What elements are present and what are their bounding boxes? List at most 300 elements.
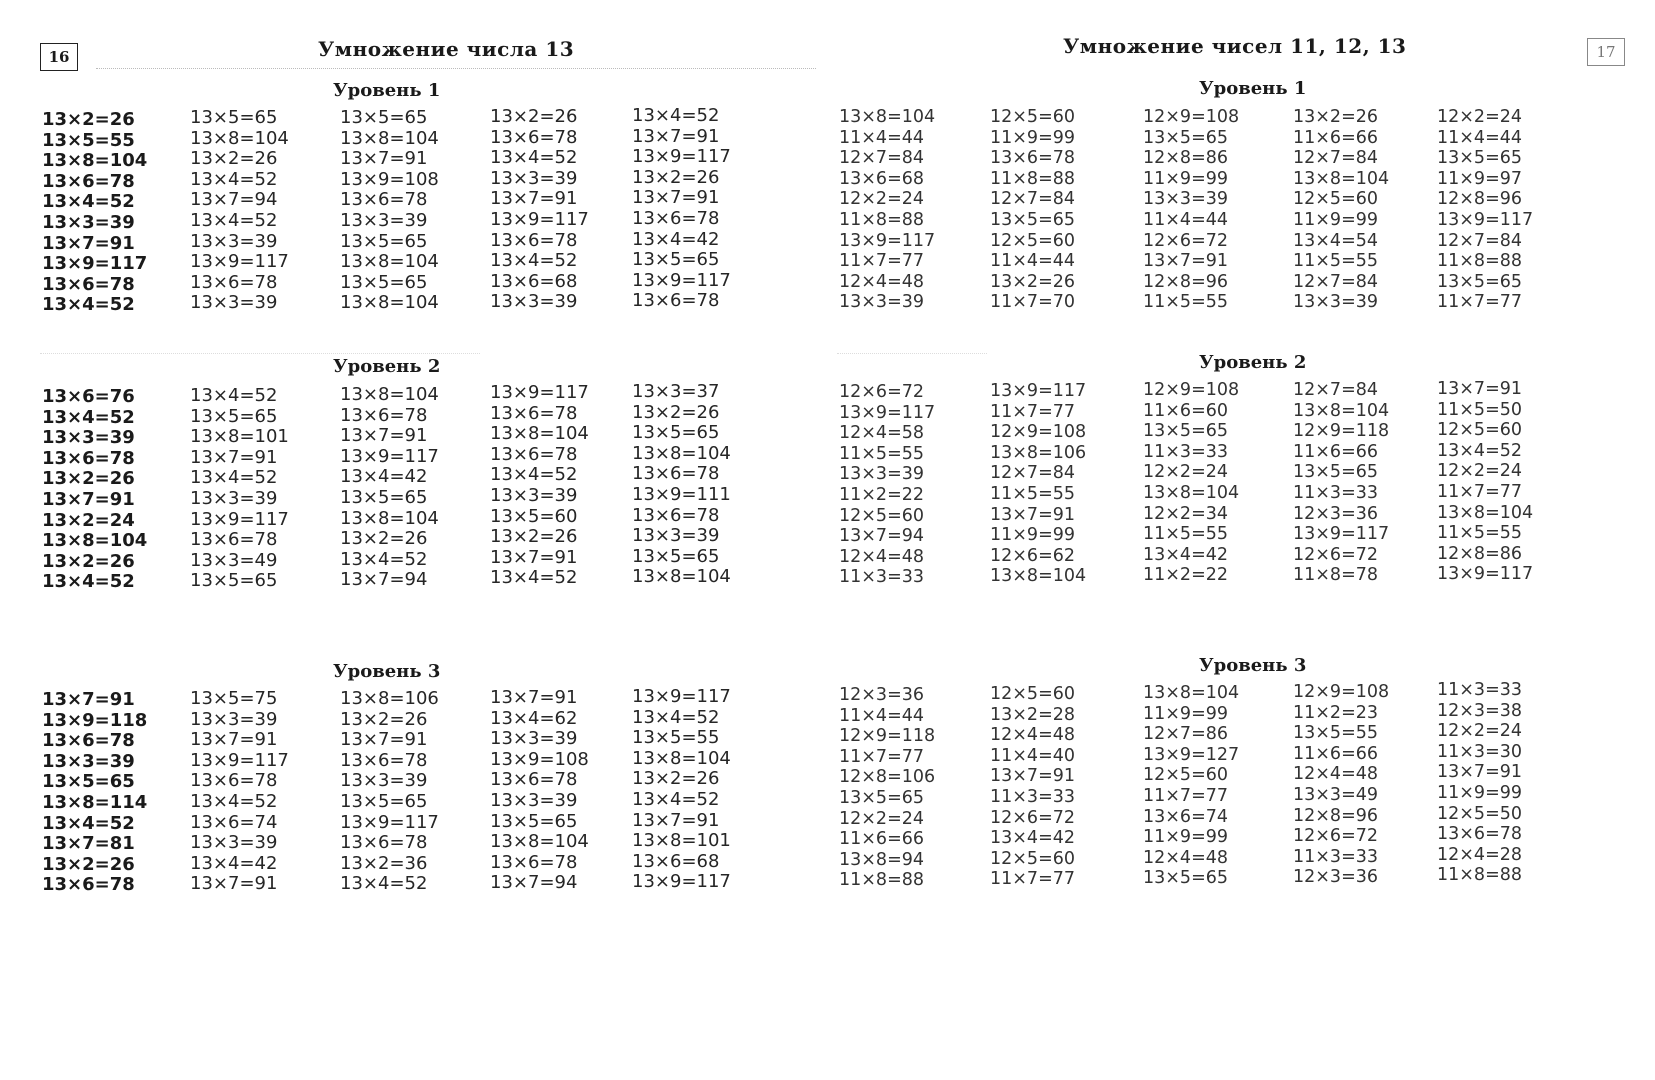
exercise-item: 13×3=39 bbox=[490, 484, 578, 506]
exercise-column bbox=[42, 387, 147, 593]
exercise-item: 13×5=55 bbox=[42, 129, 135, 151]
exercise-item: 13×3=39 bbox=[839, 292, 924, 313]
exercise-item: 11×6=66 bbox=[1293, 743, 1378, 764]
exercise-item: 12×6=72 bbox=[1293, 826, 1378, 847]
exercise-item: 13×3=39 bbox=[42, 211, 135, 233]
exercise-item: 13×5=65 bbox=[340, 271, 428, 293]
exercise-item: 11×4=40 bbox=[990, 745, 1075, 766]
exercise-item: 13×7=91 bbox=[340, 148, 428, 170]
exercise-column bbox=[990, 107, 1075, 313]
exercise-item: 12×9=108 bbox=[1143, 107, 1240, 127]
exercise-item: 13×6=68 bbox=[632, 850, 720, 872]
exercise-item: 13×6=78 bbox=[340, 189, 428, 211]
exercise-item: 13×9=117 bbox=[839, 402, 936, 423]
exercise-item: 13×6=78 bbox=[632, 504, 720, 526]
level-1-heading: Уровень 1 bbox=[333, 80, 441, 101]
exercise-item: 13×3=49 bbox=[1293, 784, 1378, 805]
exercise-item: 12×4=48 bbox=[839, 546, 924, 567]
exercise-item: 13×6=78 bbox=[340, 749, 428, 771]
exercise-item: 13×9=117 bbox=[632, 269, 731, 291]
exercise-item: 13×7=91 bbox=[990, 766, 1075, 787]
exercise-item: 13×5=65 bbox=[340, 790, 428, 812]
exercise-item: 12×4=48 bbox=[1293, 764, 1378, 785]
exercise-item: 13×4=52 bbox=[490, 250, 578, 272]
exercise-item: 12×6=72 bbox=[1143, 230, 1228, 251]
exercise-item: 13×2=26 bbox=[42, 109, 135, 130]
exercise-column bbox=[1293, 380, 1389, 586]
exercise-item: 13×9=117 bbox=[990, 381, 1087, 401]
exercise-item: 13×2=28 bbox=[990, 704, 1075, 725]
exercise-item: 12×4=28 bbox=[1437, 844, 1522, 865]
exercise-item: 13×4=52 bbox=[42, 571, 135, 593]
exercise-item: 11×5=55 bbox=[1437, 523, 1522, 544]
exercise-item: 11×2=23 bbox=[1293, 702, 1378, 723]
exercise-item: 13×8=104 bbox=[1293, 168, 1390, 189]
exercise-item: 13×5=75 bbox=[190, 688, 278, 709]
exercise-item: 13×7=91 bbox=[490, 687, 578, 708]
exercise-column bbox=[632, 687, 731, 893]
exercise-item: 13×9=117 bbox=[190, 749, 289, 771]
exercise-item: 12×4=48 bbox=[839, 271, 924, 292]
exercise-item: 13×9=117 bbox=[42, 253, 148, 275]
exercise-item: 13×7=91 bbox=[632, 125, 720, 147]
exercise-item: 13×4=52 bbox=[190, 209, 278, 231]
exercise-item: 13×4=54 bbox=[1293, 230, 1378, 251]
exercise-item: 12×7=84 bbox=[1437, 230, 1522, 251]
exercise-item: 12×2=24 bbox=[1437, 107, 1522, 127]
exercise-item: 11×4=44 bbox=[839, 705, 924, 726]
exercise-item: 13×8=104 bbox=[632, 747, 731, 769]
exercise-item: 12×2=24 bbox=[1437, 461, 1522, 482]
exercise-item: 12×5=60 bbox=[990, 684, 1075, 704]
exercise-item: 13×2=26 bbox=[632, 166, 720, 188]
exercise-item: 13×8=104 bbox=[42, 150, 148, 172]
exercise-item: 12×5=60 bbox=[990, 848, 1075, 869]
exercise-item: 12×7=84 bbox=[990, 189, 1075, 210]
exercise-item: 13×5=65 bbox=[190, 570, 278, 592]
exercise-item: 13×6=78 bbox=[42, 874, 135, 896]
exercise-item: 13×3=39 bbox=[490, 728, 578, 750]
page-title-right: Умножение чисел 11, 12, 13 bbox=[1063, 34, 1407, 58]
exercise-item: 12×7=84 bbox=[1293, 271, 1378, 292]
exercise-item: 13×9=117 bbox=[632, 871, 731, 893]
page-number-17: 17 bbox=[1587, 38, 1625, 66]
exercise-item: 11×6=66 bbox=[1293, 127, 1378, 148]
exercise-item: 11×7=77 bbox=[839, 251, 924, 272]
exercise-item: 13×2=26 bbox=[1293, 107, 1378, 127]
exercise-item: 12×5=60 bbox=[1437, 420, 1522, 441]
exercise-item: 13×5=65 bbox=[1437, 271, 1522, 292]
exercise-item: 13×5=65 bbox=[190, 405, 278, 427]
exercise-item: 13×5=55 bbox=[1293, 723, 1378, 744]
exercise-item: 13×4=52 bbox=[42, 406, 135, 428]
exercise-item: 12×5=60 bbox=[990, 107, 1075, 127]
exercise-item: 11×9=99 bbox=[1437, 782, 1522, 803]
exercise-item: 13×6=68 bbox=[839, 168, 924, 189]
exercise-item: 13×6=78 bbox=[42, 273, 135, 295]
exercise-column bbox=[839, 107, 935, 313]
exercise-item: 11×8=88 bbox=[839, 209, 924, 230]
exercise-item: 13×8=104 bbox=[340, 127, 439, 149]
exercise-item: 11×2=22 bbox=[1143, 565, 1228, 586]
exercise-item: 13×8=104 bbox=[839, 107, 936, 127]
exercise-item: 13×2=26 bbox=[340, 528, 428, 550]
exercise-item: 13×2=26 bbox=[42, 853, 135, 875]
exercise-item: 12×5=60 bbox=[1143, 765, 1228, 786]
exercise-item: 13×2=26 bbox=[190, 148, 278, 170]
exercise-item: 13×6=78 bbox=[190, 770, 278, 792]
exercise-column bbox=[340, 385, 439, 591]
exercise-column bbox=[990, 381, 1086, 587]
exercise-item: 13×6=78 bbox=[490, 126, 578, 148]
exercise-item: 13×2=26 bbox=[990, 271, 1075, 292]
exercise-item: 13×2=36 bbox=[340, 852, 428, 874]
exercise-item: 11×9=99 bbox=[1143, 703, 1228, 724]
exercise-item: 13×7=91 bbox=[1143, 251, 1228, 272]
exercise-item: 13×4=42 bbox=[632, 228, 720, 250]
exercise-item: 13×6=78 bbox=[490, 402, 578, 424]
exercise-item: 13×8=104 bbox=[632, 442, 731, 464]
exercise-item: 13×5=65 bbox=[190, 107, 278, 128]
exercise-item: 12×7=84 bbox=[1293, 148, 1378, 169]
exercise-item: 13×3=39 bbox=[190, 487, 278, 509]
exercise-item: 13×8=104 bbox=[340, 251, 439, 273]
exercise-item: 11×4=44 bbox=[990, 251, 1075, 272]
exercise-column bbox=[1143, 683, 1239, 889]
exercise-item: 13×8=106 bbox=[340, 688, 439, 709]
exercise-column bbox=[1293, 107, 1389, 313]
exercise-item: 13×4=52 bbox=[490, 464, 578, 486]
exercise-item: 13×8=104 bbox=[1143, 482, 1240, 503]
exercise-item: 13×9=117 bbox=[1293, 524, 1390, 545]
exercise-item: 13×8=104 bbox=[340, 292, 439, 314]
exercise-item: 11×3=33 bbox=[990, 786, 1075, 807]
exercise-item: 12×3=36 bbox=[1293, 503, 1378, 524]
level-3-heading: Уровень 3 bbox=[1199, 655, 1307, 676]
exercise-item: 13×2=26 bbox=[340, 708, 428, 730]
exercise-item: 13×4=52 bbox=[632, 105, 720, 126]
exercise-item: 11×3=33 bbox=[1293, 482, 1378, 503]
exercise-item: 13×2=26 bbox=[632, 401, 720, 423]
exercise-item: 12×5=60 bbox=[990, 230, 1075, 251]
exercise-item: 13×3=39 bbox=[1143, 189, 1228, 210]
exercise-item: 13×4=52 bbox=[190, 385, 278, 406]
exercise-item: 13×8=104 bbox=[340, 507, 439, 529]
exercise-item: 13×6=78 bbox=[490, 229, 578, 251]
exercise-item: 13×3=39 bbox=[839, 464, 924, 485]
exercise-column bbox=[1143, 107, 1239, 313]
exercise-item: 13×3=39 bbox=[42, 750, 135, 772]
exercise-item: 13×6=68 bbox=[490, 270, 578, 292]
exercise-item: 13×2=26 bbox=[42, 550, 135, 572]
level-3-heading: Уровень 3 bbox=[333, 661, 441, 682]
exercise-item: 13×5=55 bbox=[632, 727, 720, 749]
exercise-item: 12×8=86 bbox=[1437, 543, 1522, 564]
exercise-item: 13×6=74 bbox=[1143, 806, 1228, 827]
exercise-item: 12×8=96 bbox=[1437, 189, 1522, 210]
exercise-item: 13×9=117 bbox=[1437, 209, 1534, 230]
exercise-item: 13×5=65 bbox=[632, 249, 720, 271]
exercise-item: 11×3=33 bbox=[1293, 846, 1378, 867]
exercise-item: 13×5=65 bbox=[1143, 868, 1228, 889]
exercise-item: 12×2=24 bbox=[839, 189, 924, 210]
exercise-column bbox=[1293, 682, 1389, 888]
exercise-item: 11×3=33 bbox=[1437, 680, 1522, 700]
exercise-item: 12×8=86 bbox=[1143, 148, 1228, 169]
title-divider bbox=[96, 68, 816, 69]
exercise-item: 13×3=39 bbox=[190, 292, 278, 314]
exercise-item: 12×7=84 bbox=[990, 463, 1075, 484]
exercise-column bbox=[190, 386, 289, 592]
exercise-item: 13×4=42 bbox=[1143, 544, 1228, 565]
exercise-item: 11×9=99 bbox=[990, 127, 1075, 148]
exercise-item: 13×2=26 bbox=[490, 526, 578, 548]
exercise-item: 13×7=91 bbox=[632, 187, 720, 209]
exercise-item: 13×9=117 bbox=[190, 508, 289, 530]
exercise-item: 13×8=104 bbox=[42, 530, 148, 552]
exercise-item: 13×6=78 bbox=[632, 463, 720, 485]
exercise-item: 13×5=65 bbox=[340, 230, 428, 252]
exercise-item: 11×4=44 bbox=[1143, 209, 1228, 230]
exercise-item: 13×6=78 bbox=[1437, 824, 1522, 845]
exercise-item: 11×4=44 bbox=[1437, 127, 1522, 148]
left-page bbox=[0, 0, 827, 1080]
exercise-item: 13×5=65 bbox=[1143, 421, 1228, 442]
exercise-item: 13×3=39 bbox=[340, 209, 428, 231]
exercise-item: 13×3=39 bbox=[190, 832, 278, 854]
exercise-item: 13×7=94 bbox=[490, 872, 578, 894]
exercise-item: 13×9=117 bbox=[632, 686, 731, 707]
exercise-item: 12×3=36 bbox=[1293, 867, 1378, 888]
exercise-item: 13×5=65 bbox=[1293, 462, 1378, 483]
exercise-item: 13×5=65 bbox=[490, 810, 578, 832]
exercise-item: 13×5=65 bbox=[990, 209, 1075, 230]
exercise-item: 11×5=50 bbox=[1437, 399, 1522, 420]
exercise-item: 13×7=94 bbox=[839, 526, 924, 547]
exercise-item: 13×8=106 bbox=[990, 442, 1087, 463]
exercise-item: 13×4=42 bbox=[190, 852, 278, 874]
exercise-item: 12×2=24 bbox=[839, 808, 924, 829]
exercise-item: 11×5=55 bbox=[990, 483, 1075, 504]
exercise-item: 11×6=66 bbox=[1293, 441, 1378, 462]
exercise-item: 11×9=99 bbox=[1293, 209, 1378, 230]
exercise-item: 13×5=65 bbox=[839, 787, 924, 808]
exercise-column bbox=[42, 690, 147, 896]
exercise-item: 13×7=91 bbox=[190, 873, 278, 895]
level-1-heading: Уровень 1 bbox=[1199, 78, 1307, 99]
exercise-item: 12×6=62 bbox=[990, 545, 1075, 566]
exercise-item: 13×9=117 bbox=[190, 251, 289, 273]
exercise-item: 11×6=66 bbox=[839, 829, 924, 850]
exercise-item: 13×7=91 bbox=[42, 488, 135, 510]
exercise-item: 13×2=24 bbox=[42, 509, 135, 531]
exercise-item: 13×5=65 bbox=[1437, 148, 1522, 169]
exercise-column bbox=[1437, 680, 1522, 886]
exercise-item: 11×7=77 bbox=[1437, 481, 1522, 502]
exercise-item: 13×9=117 bbox=[340, 445, 439, 467]
exercise-item: 13×7=91 bbox=[42, 689, 135, 710]
exercise-column bbox=[1437, 107, 1533, 313]
exercise-item: 13×5=65 bbox=[340, 107, 428, 128]
exercise-item: 12×6=72 bbox=[990, 807, 1075, 828]
exercise-item: 11×3=33 bbox=[1143, 441, 1228, 462]
exercise-item: 13×3=39 bbox=[490, 291, 578, 313]
exercise-item: 13×9=117 bbox=[1437, 564, 1534, 585]
exercise-column bbox=[190, 689, 289, 895]
exercise-item: 13×5=65 bbox=[1143, 127, 1228, 148]
exercise-item: 13×8=104 bbox=[340, 384, 439, 405]
exercise-item: 13×3=39 bbox=[1293, 292, 1378, 313]
exercise-item: 13×4=62 bbox=[490, 707, 578, 729]
exercise-column bbox=[490, 107, 589, 313]
exercise-item: 13×8=104 bbox=[1293, 400, 1390, 421]
exercise-item: 13×3=39 bbox=[340, 770, 428, 792]
page-title-left: Умножение числа 13 bbox=[318, 37, 575, 61]
exercise-item: 11×3=30 bbox=[1437, 741, 1522, 762]
exercise-item: 13×4=52 bbox=[42, 191, 135, 213]
exercise-column bbox=[340, 689, 439, 895]
exercise-item: 13×7=91 bbox=[990, 504, 1075, 525]
exercise-item: 13×6=74 bbox=[190, 811, 278, 833]
exercise-item: 11×5=55 bbox=[1293, 251, 1378, 272]
exercise-item: 13×4=42 bbox=[990, 828, 1075, 849]
exercise-item: 13×3=39 bbox=[190, 708, 278, 730]
exercise-item: 13×3=37 bbox=[632, 381, 720, 402]
exercise-item: 13×8=104 bbox=[1437, 502, 1534, 523]
exercise-item: 13×6=76 bbox=[42, 386, 135, 407]
exercise-item: 11×9=99 bbox=[1143, 827, 1228, 848]
exercise-item: 13×3=39 bbox=[632, 525, 720, 547]
exercise-column bbox=[1143, 380, 1239, 586]
exercise-item: 13×3=49 bbox=[190, 549, 278, 571]
exercise-item: 13×9=117 bbox=[490, 208, 589, 230]
exercise-item: 12×7=86 bbox=[1143, 724, 1228, 745]
exercise-item: 13×5=60 bbox=[490, 505, 578, 527]
exercise-item: 12×9=118 bbox=[839, 726, 936, 747]
exercise-column bbox=[490, 383, 589, 589]
exercise-item: 11×7=70 bbox=[990, 292, 1075, 313]
exercise-item: 13×7=91 bbox=[340, 425, 428, 447]
exercise-item: 11×3=33 bbox=[839, 567, 924, 588]
exercise-item: 11×7=77 bbox=[1437, 292, 1522, 313]
exercise-item: 13×6=78 bbox=[632, 290, 720, 312]
exercise-item: 13×6=78 bbox=[42, 170, 135, 192]
exercise-item: 12×3=36 bbox=[839, 685, 924, 705]
exercise-item: 13×7=91 bbox=[1437, 379, 1522, 399]
exercise-item: 11×5=55 bbox=[1143, 292, 1228, 313]
exercise-item: 13×9=117 bbox=[632, 146, 731, 168]
exercise-item: 13×2=26 bbox=[490, 106, 578, 127]
exercise-item: 13×6=78 bbox=[42, 730, 135, 752]
exercise-column bbox=[1437, 379, 1533, 585]
exercise-item: 12×4=48 bbox=[1143, 847, 1228, 868]
exercise-item: 13×6=78 bbox=[490, 851, 578, 873]
exercise-item: 13×9=127 bbox=[1143, 744, 1240, 765]
exercise-item: 13×4=52 bbox=[190, 467, 278, 489]
exercise-item: 13×3=39 bbox=[42, 427, 135, 449]
exercise-column bbox=[340, 108, 439, 314]
exercise-item: 13×6=78 bbox=[490, 769, 578, 791]
exercise-item: 12×5=60 bbox=[1293, 189, 1378, 210]
section-divider bbox=[837, 353, 987, 354]
exercise-item: 13×5=65 bbox=[632, 545, 720, 567]
exercise-column bbox=[839, 685, 935, 891]
exercise-item: 13×4=52 bbox=[42, 812, 135, 834]
exercise-item: 11×4=44 bbox=[839, 127, 924, 148]
right-page bbox=[827, 0, 1655, 1080]
exercise-item: 13×8=104 bbox=[990, 566, 1087, 587]
exercise-column bbox=[490, 688, 589, 894]
exercise-item: 13×4=52 bbox=[340, 548, 428, 570]
exercise-item: 13×9=108 bbox=[340, 168, 439, 190]
exercise-item: 11×7=77 bbox=[990, 869, 1075, 890]
exercise-item: 13×8=114 bbox=[42, 791, 148, 813]
exercise-item: 11×6=60 bbox=[1143, 400, 1228, 421]
exercise-item: 12×7=84 bbox=[839, 148, 924, 169]
exercise-item: 12×8=96 bbox=[1143, 271, 1228, 292]
exercise-item: 13×8=94 bbox=[839, 849, 924, 870]
exercise-item: 13×5=65 bbox=[632, 422, 720, 444]
exercise-item: 13×7=81 bbox=[42, 833, 135, 855]
exercise-item: 13×7=91 bbox=[340, 729, 428, 751]
exercise-item: 13×4=52 bbox=[1437, 440, 1522, 461]
exercise-item: 13×2=26 bbox=[42, 468, 135, 490]
exercise-item: 13×6=78 bbox=[632, 207, 720, 229]
exercise-item: 11×5=55 bbox=[1143, 524, 1228, 545]
exercise-item: 12×9=118 bbox=[1293, 421, 1390, 442]
exercise-item: 13×7=91 bbox=[632, 809, 720, 831]
exercise-item: 13×8=101 bbox=[190, 426, 289, 448]
exercise-item: 11×2=22 bbox=[839, 484, 924, 505]
exercise-item: 13×8=104 bbox=[490, 831, 589, 853]
exercise-item: 13×6=78 bbox=[490, 443, 578, 465]
exercise-item: 13×7=94 bbox=[340, 569, 428, 591]
exercise-item: 11×9=99 bbox=[990, 525, 1075, 546]
exercise-item: 13×6=78 bbox=[42, 447, 135, 469]
exercise-item: 13×4=52 bbox=[632, 706, 720, 728]
exercise-item: 13×9=117 bbox=[490, 382, 589, 403]
exercise-item: 11×8=88 bbox=[1437, 251, 1522, 272]
exercise-item: 13×4=52 bbox=[490, 567, 578, 589]
exercise-column bbox=[632, 382, 731, 588]
exercise-item: 11×8=88 bbox=[839, 870, 924, 891]
exercise-item: 12×6=72 bbox=[839, 382, 924, 402]
exercise-item: 13×7=91 bbox=[490, 546, 578, 568]
exercise-column bbox=[42, 110, 147, 316]
exercise-item: 13×9=118 bbox=[42, 709, 148, 731]
exercise-item: 13×6=78 bbox=[990, 148, 1075, 169]
exercise-item: 11×8=88 bbox=[1437, 865, 1522, 886]
exercise-item: 12×7=84 bbox=[1293, 380, 1378, 400]
exercise-item: 13×3=39 bbox=[190, 230, 278, 252]
exercise-item: 12×5=50 bbox=[1437, 803, 1522, 824]
exercise-item: 13×8=104 bbox=[490, 423, 589, 445]
exercise-item: 11×7=77 bbox=[1143, 785, 1228, 806]
exercise-item: 13×8=104 bbox=[632, 566, 731, 588]
exercise-item: 13×7=91 bbox=[190, 729, 278, 751]
exercise-item: 13×4=52 bbox=[190, 168, 278, 190]
exercise-column bbox=[632, 106, 731, 312]
exercise-item: 13×9=117 bbox=[340, 811, 439, 833]
exercise-item: 13×2=26 bbox=[632, 768, 720, 790]
exercise-item: 11×7=77 bbox=[990, 401, 1075, 422]
exercise-item: 12×2=24 bbox=[1437, 721, 1522, 742]
exercise-item: 11×8=78 bbox=[1293, 565, 1378, 586]
exercise-item: 11×8=88 bbox=[990, 168, 1075, 189]
exercise-item: 13×7=91 bbox=[42, 232, 135, 254]
exercise-item: 13×4=52 bbox=[632, 788, 720, 810]
exercise-item: 12×6=72 bbox=[1293, 544, 1378, 565]
